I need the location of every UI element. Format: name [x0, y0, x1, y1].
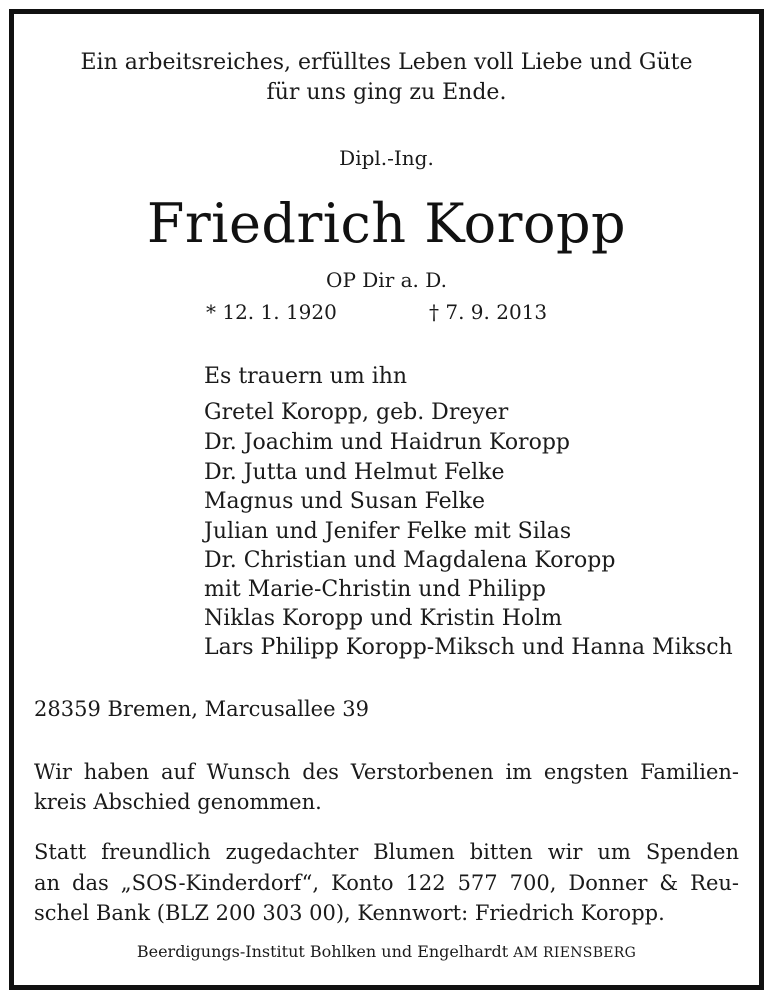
- death-date: † 7. 9. 2013: [429, 300, 548, 324]
- notice-line-1: Wir haben auf Wunsch des Verstorbenen im engsten Familien-: [34, 760, 739, 784]
- mourners-heading: Es trauern um ihn: [204, 364, 408, 389]
- notice-line-2: kreis Abschied genommen.: [34, 790, 322, 814]
- intro-line-1: Ein arbeitsreiches, erfülltes Leben voll Liebe und Güte: [80, 50, 693, 75]
- address: 28359 Bremen, Marcusallee 39: [34, 697, 369, 721]
- donation-line-1: Statt freundlich zugedachter Blumen bitten wir um Spenden: [34, 840, 739, 864]
- mourner-name: Gretel Koropp, geb. Dreyer: [204, 400, 509, 425]
- deceased-position: OP Dir a. D.: [326, 268, 447, 292]
- funeral-home: [14, 942, 759, 961]
- academic-title: Dipl.-Ing.: [339, 146, 434, 170]
- donation-line-3: schel Bank (BLZ 200 303 00), Kennwort: Friedrich Koropp.: [34, 901, 665, 925]
- mourner-name: Lars Philipp Koropp-Miksch und Hanna Miksch: [204, 635, 733, 660]
- mourner-name: Niklas Koropp und Kristin Holm: [204, 606, 563, 631]
- intro-line-2: für uns ging zu Ende.: [266, 80, 507, 105]
- deceased-name: Friedrich Koropp: [146, 192, 627, 255]
- funeral-home-name: Beerdigungs-Institut Bohlken und Engelhardt: [136, 942, 509, 961]
- birth-date: * 12. 1. 1920: [206, 300, 337, 324]
- mourner-name: Dr. Joachim und Haidrun Koropp: [204, 430, 570, 455]
- obituary-frame: [9, 9, 764, 990]
- mourner-name: Magnus und Susan Felke: [204, 489, 486, 514]
- mourner-name: Dr. Christian und Magdalena Koropp: [204, 548, 616, 573]
- mourner-name: Julian und Jenifer Felke mit Silas: [204, 519, 572, 544]
- funeral-home-location: AM RIENSBERG: [513, 945, 637, 961]
- mourner-name: Dr. Jutta und Helmut Felke: [204, 460, 505, 485]
- donation-line-2: an das „SOS-Kinderdorf“, Konto 122 577 700, Donner & Reu-: [34, 871, 739, 895]
- mourner-name: mit Marie-Christin und Philipp: [204, 577, 546, 602]
